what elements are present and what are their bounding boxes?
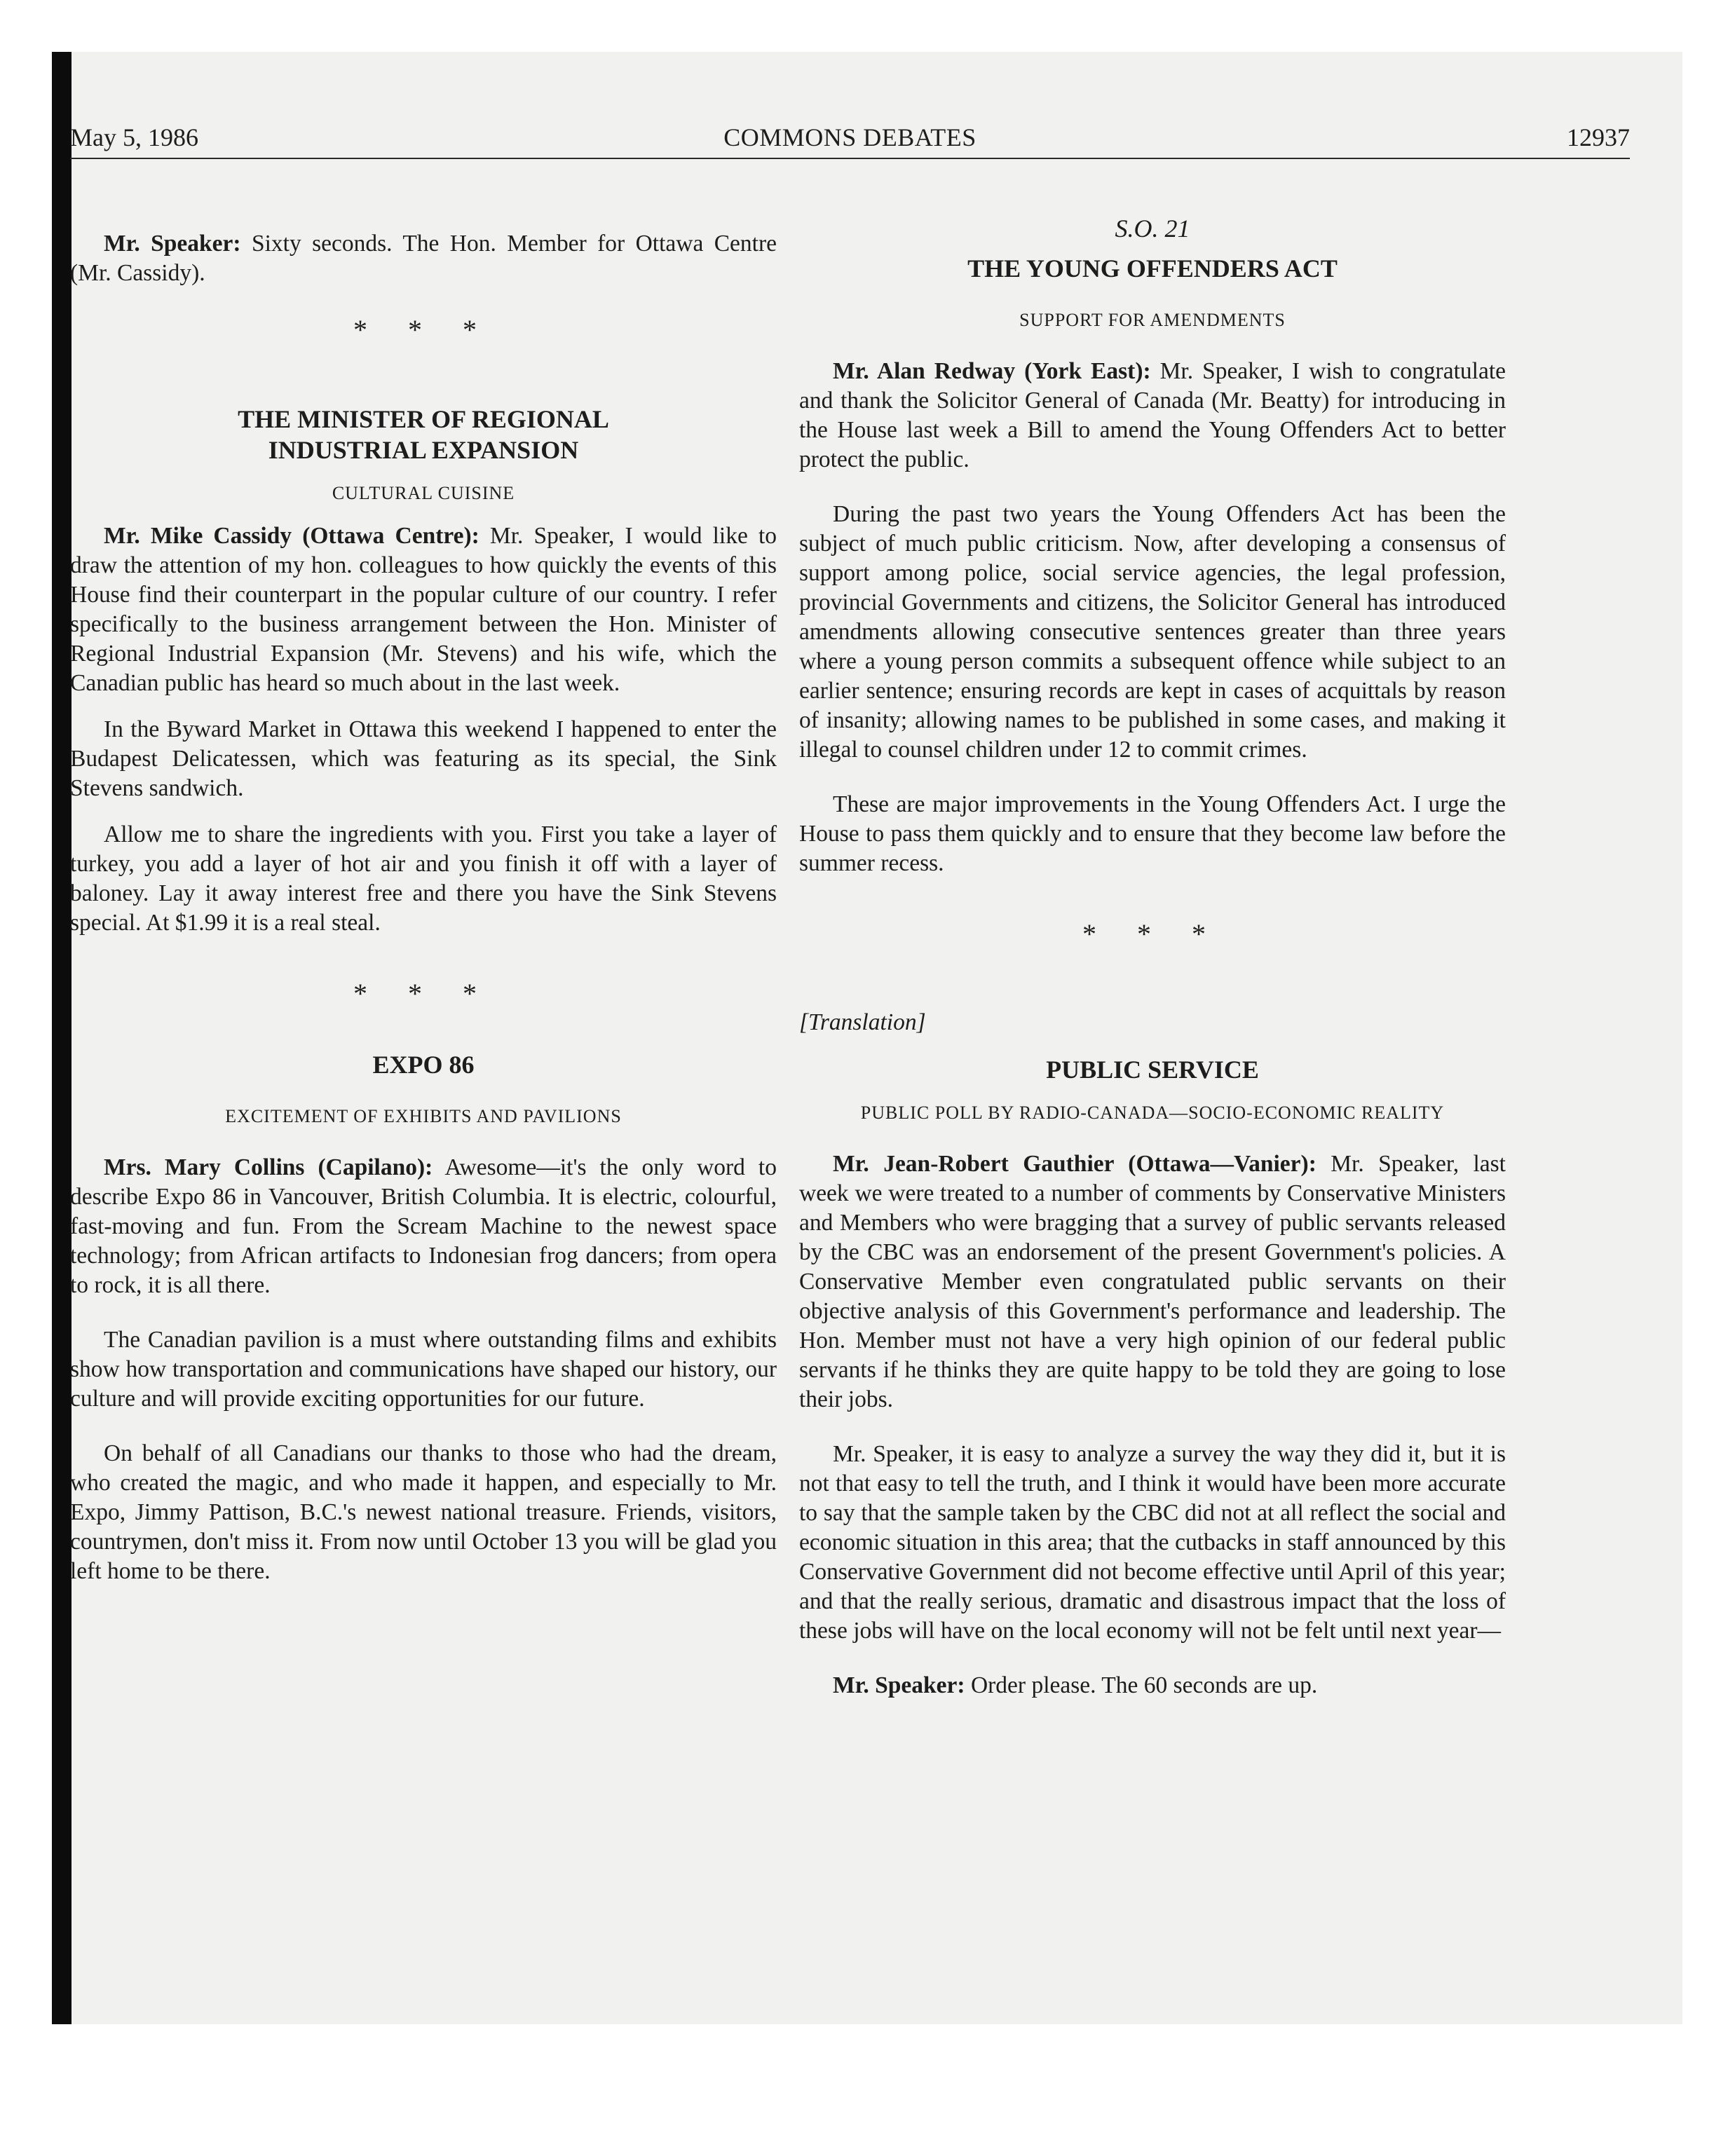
page-header: [70, 123, 1630, 159]
section-heading: EXPO 86: [372, 1051, 475, 1079]
right-column: [799, 172, 1506, 1700]
paragraph: Mr. Speaker, it is easy to analyze a survey the way they did it, but it is not that easy to tell the truth, and I think it would have been more accurate to say that the sample taken by the CBC did not at all reflect the social and economic situation in this area; that the cutbacks in staff announced by this Conservative Government did not become effective until April of this year; and that the really serious, dramatic and disastrous impact that the loss of these jobs will have on the local economy will not be felt until next year—: [799, 1441, 1506, 1644]
header-title: COMMONS DEBATES: [723, 123, 977, 151]
section-separator: * * *: [353, 978, 494, 1009]
paragraph: [799, 1149, 1506, 1414]
section-heading: THE YOUNG OFFENDERS ACT: [967, 254, 1338, 282]
section-heading: THE MINISTER OF REGIONAL INDUSTRIAL EXPANSION: [238, 405, 609, 464]
speaker-name: Mr. Alan Redway (York East):: [833, 358, 1151, 384]
section-subheading: PUBLIC POLL BY RADIO-CANADA—SOCIO-ECONOMIC REALITY: [860, 1103, 1445, 1123]
translation-note: [Translation]: [799, 1009, 926, 1035]
standing-order-label: S.O. 21: [1115, 214, 1190, 243]
paragraph: [70, 1153, 777, 1300]
paragraph: These are major improvements in the Young Offenders Act. I urge the House to pass them quickly and to ensure that they become law before the summer recess.: [799, 791, 1506, 876]
paragraph: On behalf of all Canadians our thanks to those who had the dream, who created the magic, and who made it happen, and especially to Mr. Expo, Jimmy Pattison, B.C.'s newest national treasure. Friends, visitors, countrymen, don't miss it. From now until October 13 you will be glad you left home to be there.: [70, 1440, 777, 1584]
section-heading: PUBLIC SERVICE: [1046, 1056, 1259, 1084]
section-subheading: CULTURAL CUISINE: [332, 483, 515, 503]
section-subheading: SUPPORT FOR AMENDMENTS: [1019, 310, 1286, 330]
header-page-number: 12937: [1567, 123, 1630, 151]
paragraph-text: Mr. Speaker, I would like to draw the attention of my hon. colleagues to how quickly the events of this House find their counterpart in the popular culture of our country. I refer specifically to the business arrangement between the Hon. Minister of Regional Industrial Expansion (Mr. Stevens) and his wife, which the Canadian public has heard so much about in the last week.: [70, 523, 777, 696]
paragraph: The Canadian pavilion is a must where outstanding films and exhibits show how transportation and communications have shaped our history, our culture and will provide exciting opportunities for our future.: [70, 1327, 777, 1412]
section-separator: * * *: [1082, 918, 1223, 950]
section-subheading: EXCITEMENT OF EXHIBITS AND PAVILIONS: [225, 1106, 622, 1126]
speaker-name: Mr. Speaker:: [104, 231, 241, 257]
paragraph: During the past two years the Young Offenders Act has been the subject of much public criticism. Now, after developing a consensus of support among police, social service agencies, the legal profession, provincial Governments and citizens, the Solicitor General has introduced amendments allowing consecutive sentences greater than three years where a young person commits a subsequent offence while subject to an earlier sentence; ensuring records are kept in cases of acquittals by reason of insanity; allowing names to be published in some cases, and making it illegal to counsel children under 12 to commit crimes.: [799, 501, 1506, 763]
paragraph-text: Mr. Speaker, I wish to congratulate and thank the Solicitor General of Canada (Mr. Beatty) for introducing in the House last week a Bill to amend the Young Offenders Act to better protect the public.: [799, 358, 1506, 472]
scan-border: [52, 52, 72, 2024]
speaker-name: Mr. Speaker:: [833, 1672, 965, 1698]
paragraph: [799, 357, 1506, 475]
section-separator: * * *: [353, 314, 494, 346]
speaker-name: Mr. Mike Cassidy (Ottawa Centre):: [104, 523, 479, 549]
paragraph-text: Mr. Speaker, last week we were treated to a number of comments by Conservative Ministers and Members who were bragging that a survey of public servants released by the CBC was an endorsement of the present Government's policies. A Conservative Member even congratulated public servants on their objective analysis of this Government's performance and leadership. The Hon. Member must not have a very high opinion of our federal public servants if he thinks they are quite happy to be told they are going to lose their jobs.: [799, 1151, 1506, 1412]
header-date: May 5, 1986: [70, 123, 198, 151]
paragraph-text: Awesome—it's the only word to describe Expo 86 in Vancouver, British Columbia. It is electric, colourful, fast-moving and fun. From the Scream Machine to the newest space technology; from African artifacts to Indonesian frog dancers; from opera to rock, it is all there.: [70, 1154, 777, 1298]
speaker-name: Mrs. Mary Collins (Capilano):: [104, 1154, 433, 1180]
paragraph-text: Order please. The 60 seconds are up.: [965, 1672, 1318, 1698]
paragraph: [70, 229, 777, 288]
paragraph: [70, 521, 777, 698]
paragraph-text: Sixty seconds. The Hon. Member for Ottawa Centre (Mr. Cassidy).: [70, 231, 777, 286]
paragraph: In the Byward Market in Ottawa this weekend I happened to enter the Budapest Delicatessen, which was featuring as its special, the Sink Stevens sandwich.: [70, 716, 777, 801]
left-column: [70, 172, 777, 1586]
speaker-name: Mr. Jean-Robert Gauthier (Ottawa—Vanier):: [833, 1151, 1316, 1177]
paragraph: [799, 1671, 1506, 1700]
paragraph: Allow me to share the ingredients with you. First you take a layer of turkey, you add a layer of hot air and you finish it off with a layer of baloney. Lay it away interest free and there you have the Sink Stevens special. At $1.99 it is a real steal.: [70, 821, 777, 936]
